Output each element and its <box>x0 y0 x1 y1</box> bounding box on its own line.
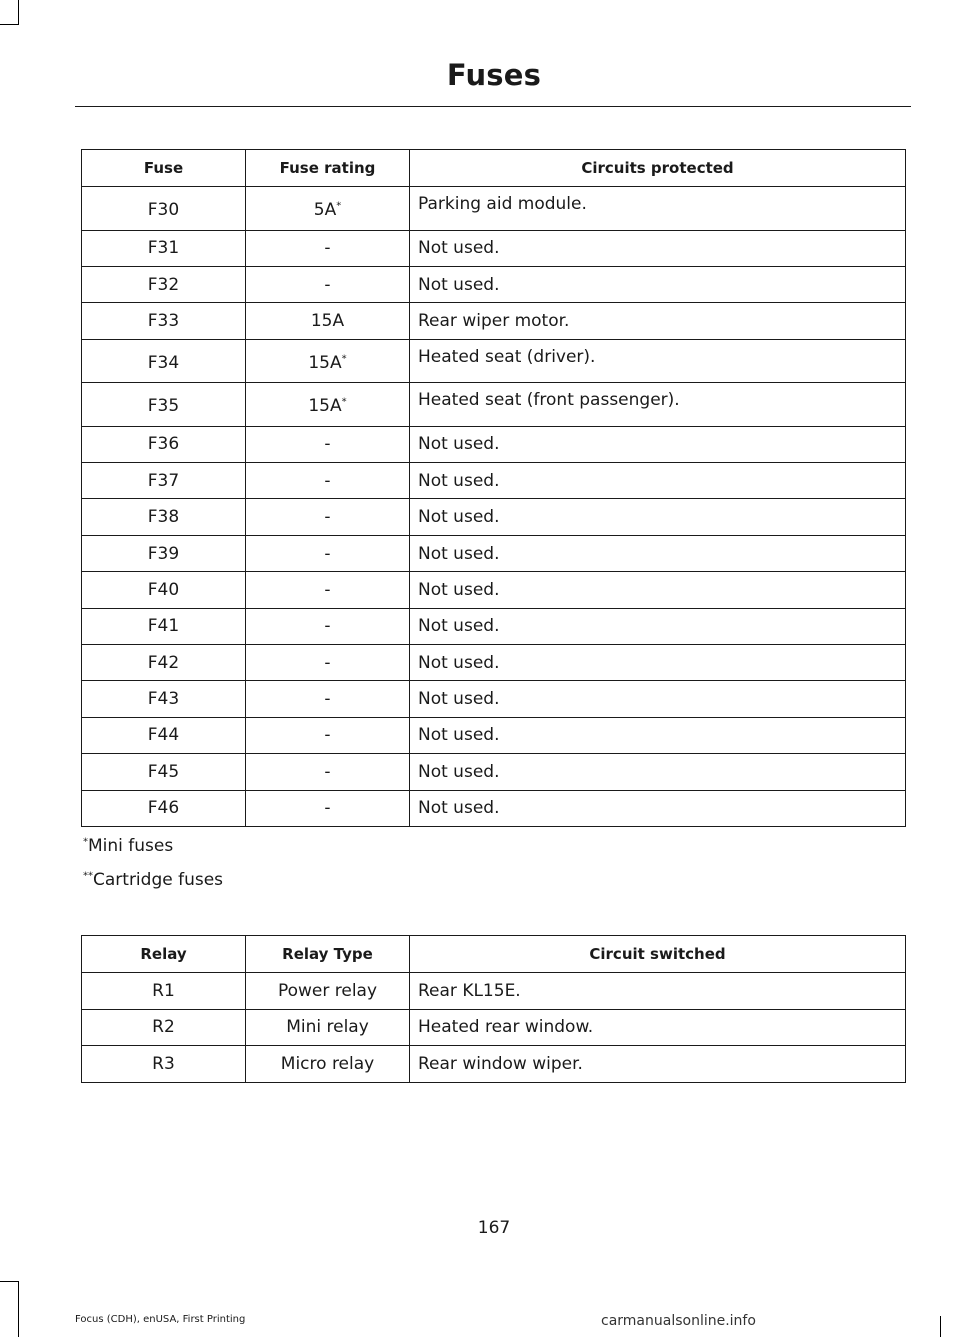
header-circuit-switched: Circuit switched <box>410 936 906 973</box>
table-row <box>82 339 906 383</box>
fuse-id: F40 <box>82 572 246 608</box>
header-circuits-protected: Circuits protected <box>410 150 906 187</box>
fuse-id: F33 <box>82 303 246 339</box>
relay-circuit: Rear window wiper. <box>410 1046 906 1083</box>
table-row <box>82 790 906 826</box>
fuse-rating <box>246 681 410 717</box>
relay-circuit: Heated rear window. <box>410 1009 906 1046</box>
fuse-circuit: Not used. <box>410 266 906 302</box>
header-fuse: Fuse <box>82 150 246 187</box>
fuse-circuit: Rear wiper motor. <box>410 303 906 339</box>
fuse-rating <box>246 303 410 339</box>
fuse-circuit: Not used. <box>410 499 906 535</box>
fuse-rating <box>246 572 410 608</box>
watermark: carmanualsonline.info <box>601 1313 756 1329</box>
table-row <box>82 754 906 790</box>
fuse-rating <box>246 266 410 302</box>
fuse-rating-mark: * <box>341 353 347 365</box>
fuse-rating-value: - <box>324 274 331 295</box>
fuse-circuit: Not used. <box>410 463 906 499</box>
fuse-rating-value: - <box>324 543 331 564</box>
header-relay-type: Relay Type <box>246 936 410 973</box>
table-row <box>82 535 906 571</box>
fuse-circuit: Not used. <box>410 535 906 571</box>
fuse-circuit: Not used. <box>410 645 906 681</box>
fuse-circuit: Not used. <box>410 754 906 790</box>
fuse-rating <box>246 608 410 644</box>
fuse-rating <box>246 463 410 499</box>
relay-table-header <box>82 936 906 973</box>
table-row <box>82 187 906 231</box>
table-row <box>82 572 906 608</box>
fuse-id: F44 <box>82 717 246 753</box>
fuse-rating-mark: * <box>341 396 347 408</box>
fuse-id: F45 <box>82 754 246 790</box>
relay-id: R3 <box>82 1046 246 1083</box>
fuse-table <box>81 149 906 827</box>
table-row <box>82 383 906 427</box>
header-relay: Relay <box>82 936 246 973</box>
fuse-rating-value: - <box>324 798 331 819</box>
relay-id: R1 <box>82 973 246 1010</box>
relay-table <box>81 935 906 1083</box>
table-row <box>82 303 906 339</box>
relay-type: Micro relay <box>246 1046 410 1083</box>
fuse-id: F42 <box>82 645 246 681</box>
title-divider <box>75 106 911 107</box>
fuse-rating <box>246 383 410 427</box>
table-row <box>82 1009 906 1046</box>
table-row <box>82 973 906 1010</box>
fuse-id: F31 <box>82 230 246 266</box>
table-row <box>82 463 906 499</box>
fuse-id: F36 <box>82 426 246 462</box>
fuse-rating-value: - <box>324 470 331 491</box>
table-row <box>82 717 906 753</box>
note-cartridge-fuses <box>83 870 223 890</box>
relay-id: R2 <box>82 1009 246 1046</box>
fuse-rating-value: 15A <box>308 396 342 417</box>
note-mini-fuses <box>83 836 173 856</box>
note-mini-text: Mini fuses <box>88 836 174 856</box>
table-row <box>82 1046 906 1083</box>
relay-table-body <box>82 973 906 1083</box>
fuse-rating-value: - <box>324 238 331 259</box>
fuse-rating-value: 15A <box>310 310 345 331</box>
page-number: 167 <box>477 1218 511 1238</box>
relay-type: Power relay <box>246 973 410 1010</box>
crop-mark-bottom-right-v <box>940 1316 941 1337</box>
fuse-circuit: Not used. <box>410 426 906 462</box>
fuse-id: F37 <box>82 463 246 499</box>
note-mark-mini: * <box>83 836 88 848</box>
table-row <box>82 681 906 717</box>
fuse-rating-value: 5A <box>313 200 337 221</box>
fuse-rating-value: - <box>324 507 331 528</box>
fuse-id: F41 <box>82 608 246 644</box>
fuse-rating <box>246 717 410 753</box>
fuse-id: F38 <box>82 499 246 535</box>
relay-type: Mini relay <box>246 1009 410 1046</box>
fuse-rating-value: - <box>324 761 331 782</box>
table-row <box>82 426 906 462</box>
table-row <box>82 266 906 302</box>
fuse-rating-value: - <box>324 689 331 710</box>
table-row <box>82 608 906 644</box>
fuse-circuit: Not used. <box>410 572 906 608</box>
header-fuse-rating: Fuse rating <box>246 150 410 187</box>
fuse-id: F39 <box>82 535 246 571</box>
note-cartridge-text: Cartridge fuses <box>93 870 224 890</box>
table-row <box>82 499 906 535</box>
fuse-circuit: Not used. <box>410 717 906 753</box>
fuse-rating-value: - <box>324 616 331 637</box>
table-row <box>82 230 906 266</box>
fuse-circuit: Not used. <box>410 230 906 266</box>
fuse-circuit: Not used. <box>410 681 906 717</box>
fuse-circuit: Heated seat (driver). <box>410 339 906 383</box>
fuse-rating <box>246 187 410 231</box>
fuse-circuit: Parking aid module. <box>410 187 906 231</box>
fuse-id: F43 <box>82 681 246 717</box>
fuse-rating <box>246 790 410 826</box>
crop-mark-top-left-h <box>0 24 19 25</box>
fuse-rating-value: - <box>324 725 331 746</box>
note-mark-cartridge: ** <box>83 870 93 882</box>
fuse-id: F34 <box>82 339 246 383</box>
fuse-rating <box>246 339 410 383</box>
fuse-rating <box>246 645 410 681</box>
fuse-rating <box>246 754 410 790</box>
fuse-circuit: Not used. <box>410 608 906 644</box>
fuse-rating <box>246 426 410 462</box>
fuse-rating <box>246 230 410 266</box>
fuse-id: F30 <box>82 187 246 231</box>
crop-mark-bottom-left-v <box>18 1281 19 1337</box>
fuse-id: F46 <box>82 790 246 826</box>
fuse-circuit: Heated seat (front passenger). <box>410 383 906 427</box>
fuse-rating <box>246 499 410 535</box>
fuse-rating <box>246 535 410 571</box>
fuse-rating-mark: * <box>336 200 342 212</box>
relay-circuit: Rear KL15E. <box>410 973 906 1010</box>
crop-mark-bottom-left-h <box>0 1281 19 1282</box>
fuse-rating-value: 15A <box>308 352 342 373</box>
table-row <box>82 645 906 681</box>
fuse-table-header <box>82 150 906 187</box>
edition-footer: Focus (CDH), enUSA, First Printing <box>75 1314 246 1325</box>
fuse-circuit: Not used. <box>410 790 906 826</box>
fuse-rating-value: - <box>324 652 331 673</box>
crop-mark-top-left-v <box>18 0 19 24</box>
fuse-rating-value: - <box>324 579 331 600</box>
fuse-id: F35 <box>82 383 246 427</box>
fuse-rating-value: - <box>324 434 331 455</box>
fuse-id: F32 <box>82 266 246 302</box>
fuse-table-body <box>82 187 906 827</box>
page-title: Fuses <box>446 58 542 92</box>
